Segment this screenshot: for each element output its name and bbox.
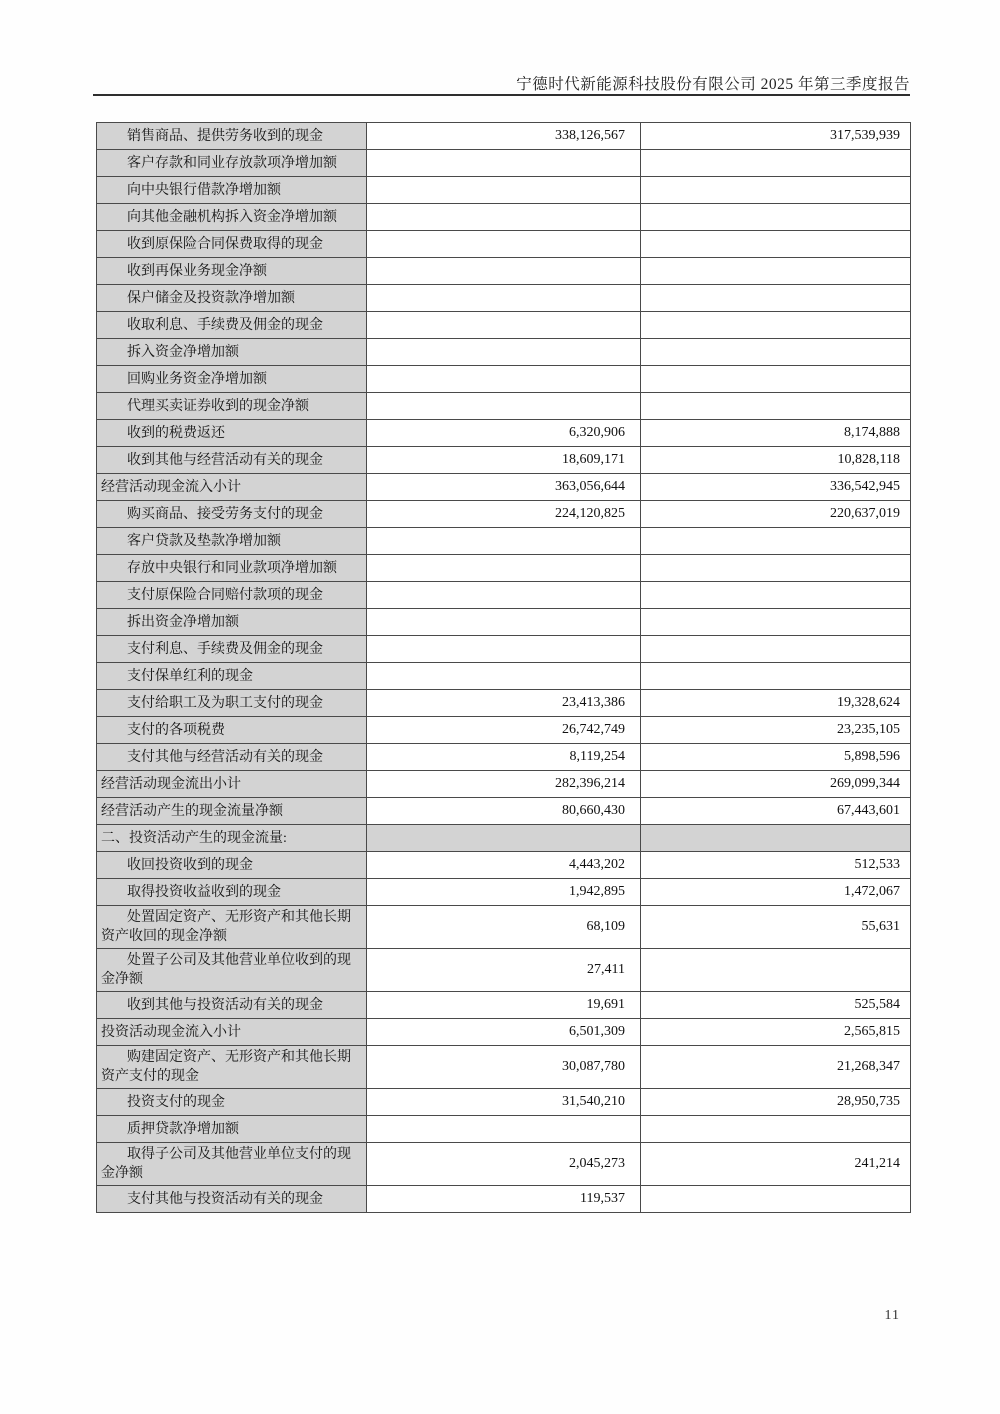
- current-period-value: 119,537: [367, 1186, 641, 1213]
- table-row: [97, 204, 911, 231]
- cash-flow-table-body: [97, 123, 911, 1213]
- row-label: 取得投资收益收到的现金: [127, 884, 281, 900]
- current-period-value: [367, 582, 641, 609]
- row-label-cell: [97, 501, 367, 528]
- row-label-cell: [97, 447, 367, 474]
- row-label: 处置子公司及其他营业单位收到的现金净额: [101, 953, 351, 987]
- prior-period-value: [641, 285, 911, 312]
- current-period-value: 6,501,309: [367, 1019, 641, 1046]
- table-row: [97, 393, 911, 420]
- row-label: 拆出资金净增加额: [127, 614, 239, 630]
- prior-period-value: [641, 528, 911, 555]
- row-label-cell: [97, 906, 367, 949]
- current-period-value: [367, 393, 641, 420]
- row-label: 经营活动产生的现金流量净额: [101, 803, 283, 819]
- prior-period-value: [641, 150, 911, 177]
- prior-period-value: [641, 339, 911, 366]
- current-period-value: [367, 366, 641, 393]
- current-period-value: [367, 150, 641, 177]
- table-row: [97, 501, 911, 528]
- row-label-cell: [97, 1046, 367, 1089]
- current-period-value: 80,660,430: [367, 798, 641, 825]
- table-row: [97, 1046, 911, 1089]
- table-row: [97, 285, 911, 312]
- row-label-cell: [97, 1089, 367, 1116]
- row-label-cell: [97, 992, 367, 1019]
- current-period-value: [367, 555, 641, 582]
- current-period-value: [367, 825, 641, 852]
- row-label: 代理买卖证券收到的现金净额: [127, 398, 309, 414]
- row-label: 经营活动现金流入小计: [101, 479, 241, 495]
- prior-period-value: 67,443,601: [641, 798, 911, 825]
- header-divider: [93, 94, 910, 96]
- prior-period-value: 5,898,596: [641, 744, 911, 771]
- current-period-value: [367, 339, 641, 366]
- table-row: [97, 447, 911, 474]
- row-label-cell: [97, 771, 367, 798]
- row-label-cell: [97, 312, 367, 339]
- row-label: 向中央银行借款净增加额: [127, 182, 281, 198]
- current-period-value: 26,742,749: [367, 717, 641, 744]
- table-row: [97, 177, 911, 204]
- page-header-title: 宁德时代新能源科技股份有限公司 2025 年第三季度报告: [516, 76, 910, 93]
- row-label-cell: [97, 177, 367, 204]
- table-row: [97, 474, 911, 501]
- table-row: [97, 1186, 911, 1213]
- table-row: [97, 150, 911, 177]
- row-label-cell: [97, 393, 367, 420]
- row-label-cell: [97, 204, 367, 231]
- table-row: [97, 1089, 911, 1116]
- prior-period-value: 10,828,118: [641, 447, 911, 474]
- row-label-cell: [97, 528, 367, 555]
- current-period-value: 338,126,567: [367, 123, 641, 150]
- table-row: [97, 582, 911, 609]
- row-label: 收到的税费返还: [127, 425, 225, 441]
- row-label-cell: [97, 339, 367, 366]
- row-label: 销售商品、提供劳务收到的现金: [127, 128, 323, 144]
- row-label-cell: [97, 690, 367, 717]
- prior-period-value: [641, 312, 911, 339]
- current-period-value: [367, 1116, 641, 1143]
- row-label-cell: [97, 798, 367, 825]
- row-label: 支付的各项税费: [127, 722, 225, 738]
- row-label: 支付利息、手续费及佣金的现金: [127, 641, 323, 657]
- prior-period-value: 19,328,624: [641, 690, 911, 717]
- prior-period-value: [641, 204, 911, 231]
- current-period-value: 2,045,273: [367, 1143, 641, 1186]
- current-period-value: 19,691: [367, 992, 641, 1019]
- prior-period-value: 220,637,019: [641, 501, 911, 528]
- current-period-value: [367, 285, 641, 312]
- current-period-value: 224,120,825: [367, 501, 641, 528]
- prior-period-value: 317,539,939: [641, 123, 911, 150]
- row-label: 收回投资收到的现金: [127, 857, 253, 873]
- table-row: [97, 420, 911, 447]
- current-period-value: [367, 609, 641, 636]
- row-label: 收到再保业务现金净额: [127, 263, 267, 279]
- row-label: 回购业务资金净增加额: [127, 371, 267, 387]
- table-row: [97, 906, 911, 949]
- row-label: 购买商品、接受劳务支付的现金: [127, 506, 323, 522]
- row-label: 收到其他与经营活动有关的现金: [127, 452, 323, 468]
- prior-period-value: 28,950,735: [641, 1089, 911, 1116]
- row-label-cell: [97, 1116, 367, 1143]
- row-label-cell: [97, 555, 367, 582]
- row-label: 存放中央银行和同业款项净增加额: [127, 560, 337, 576]
- prior-period-value: [641, 636, 911, 663]
- table-row: [97, 663, 911, 690]
- row-label-cell: [97, 150, 367, 177]
- table-row: [97, 690, 911, 717]
- prior-period-value: [641, 582, 911, 609]
- row-label: 收到其他与投资活动有关的现金: [127, 997, 323, 1013]
- row-label-cell: [97, 879, 367, 906]
- row-label: 质押贷款净增加额: [127, 1121, 239, 1137]
- row-label: 二、投资活动产生的现金流量:: [101, 830, 287, 846]
- table-row: [97, 1019, 911, 1046]
- table-row: [97, 744, 911, 771]
- row-label-cell: [97, 1143, 367, 1186]
- prior-period-value: 55,631: [641, 906, 911, 949]
- table-row: [97, 771, 911, 798]
- table-row: [97, 879, 911, 906]
- prior-period-value: [641, 1186, 911, 1213]
- current-period-value: 6,320,906: [367, 420, 641, 447]
- row-label: 取得子公司及其他营业单位支付的现金净额: [101, 1147, 351, 1181]
- row-label: 客户存款和同业存放款项净增加额: [127, 155, 337, 171]
- prior-period-value: [641, 258, 911, 285]
- current-period-value: [367, 231, 641, 258]
- current-period-value: 363,056,644: [367, 474, 641, 501]
- table-row: [97, 366, 911, 393]
- current-period-value: [367, 177, 641, 204]
- table-row: [97, 312, 911, 339]
- prior-period-value: [641, 825, 911, 852]
- table-row: [97, 1143, 911, 1186]
- prior-period-value: 241,214: [641, 1143, 911, 1186]
- row-label: 支付保单红利的现金: [127, 668, 253, 684]
- row-label-cell: [97, 636, 367, 663]
- row-label-cell: [97, 123, 367, 150]
- cash-flow-table: [96, 122, 911, 1213]
- current-period-value: [367, 663, 641, 690]
- row-label: 收到原保险合同保费取得的现金: [127, 236, 323, 252]
- current-period-value: 282,396,214: [367, 771, 641, 798]
- row-label: 客户贷款及垫款净增加额: [127, 533, 281, 549]
- table-row: [97, 609, 911, 636]
- current-period-value: 23,413,386: [367, 690, 641, 717]
- row-label-cell: [97, 949, 367, 992]
- current-period-value: 1,942,895: [367, 879, 641, 906]
- table-row: [97, 798, 911, 825]
- row-label: 支付原保险合同赔付款项的现金: [127, 587, 323, 603]
- current-period-value: [367, 204, 641, 231]
- prior-period-value: [641, 366, 911, 393]
- prior-period-value: 336,542,945: [641, 474, 911, 501]
- table-row: [97, 339, 911, 366]
- row-label-cell: [97, 231, 367, 258]
- row-label-cell: [97, 258, 367, 285]
- prior-period-value: [641, 231, 911, 258]
- row-label-cell: [97, 852, 367, 879]
- row-label-cell: [97, 285, 367, 312]
- table-row: [97, 528, 911, 555]
- table-row: [97, 852, 911, 879]
- prior-period-value: [641, 949, 911, 992]
- prior-period-value: 21,268,347: [641, 1046, 911, 1089]
- table-row: [97, 555, 911, 582]
- row-label-cell: [97, 1019, 367, 1046]
- table-row: [97, 636, 911, 663]
- prior-period-value: 525,584: [641, 992, 911, 1019]
- table-row: [97, 949, 911, 992]
- prior-period-value: [641, 609, 911, 636]
- prior-period-value: 8,174,888: [641, 420, 911, 447]
- row-label: 支付其他与经营活动有关的现金: [127, 749, 323, 765]
- row-label: 保户储金及投资款净增加额: [127, 290, 295, 306]
- prior-period-value: 1,472,067: [641, 879, 911, 906]
- row-label: 投资活动现金流入小计: [101, 1024, 241, 1040]
- prior-period-value: [641, 177, 911, 204]
- table-row: [97, 825, 911, 852]
- page-number: 11: [884, 1308, 900, 1323]
- prior-period-value: [641, 393, 911, 420]
- current-period-value: 31,540,210: [367, 1089, 641, 1116]
- current-period-value: [367, 528, 641, 555]
- table-row: [97, 231, 911, 258]
- prior-period-value: 23,235,105: [641, 717, 911, 744]
- row-label-cell: [97, 717, 367, 744]
- row-label: 收取利息、手续费及佣金的现金: [127, 317, 323, 333]
- current-period-value: [367, 312, 641, 339]
- current-period-value: 4,443,202: [367, 852, 641, 879]
- row-label-cell: [97, 663, 367, 690]
- table-row: [97, 992, 911, 1019]
- current-period-value: 68,109: [367, 906, 641, 949]
- current-period-value: [367, 258, 641, 285]
- prior-period-value: [641, 1116, 911, 1143]
- row-label: 经营活动现金流出小计: [101, 776, 241, 792]
- table-row: [97, 258, 911, 285]
- row-label: 支付给职工及为职工支付的现金: [127, 695, 323, 711]
- row-label: 投资支付的现金: [127, 1094, 225, 1110]
- table-row: [97, 1116, 911, 1143]
- current-period-value: [367, 636, 641, 663]
- prior-period-value: [641, 555, 911, 582]
- row-label: 处置固定资产、无形资产和其他长期资产收回的现金净额: [101, 910, 351, 944]
- row-label-cell: [97, 582, 367, 609]
- current-period-value: 30,087,780: [367, 1046, 641, 1089]
- row-label-cell: [97, 1186, 367, 1213]
- prior-period-value: 269,099,344: [641, 771, 911, 798]
- row-label: 购建固定资产、无形资产和其他长期资产支付的现金: [101, 1050, 351, 1084]
- prior-period-value: [641, 663, 911, 690]
- row-label-cell: [97, 420, 367, 447]
- prior-period-value: 2,565,815: [641, 1019, 911, 1046]
- current-period-value: 18,609,171: [367, 447, 641, 474]
- row-label-cell: [97, 825, 367, 852]
- row-label: 拆入资金净增加额: [127, 344, 239, 360]
- row-label-cell: [97, 744, 367, 771]
- table-row: [97, 123, 911, 150]
- row-label: 向其他金融机构拆入资金净增加额: [127, 209, 337, 225]
- table-row: [97, 717, 911, 744]
- row-label-cell: [97, 366, 367, 393]
- prior-period-value: 512,533: [641, 852, 911, 879]
- row-label: 支付其他与投资活动有关的现金: [127, 1191, 323, 1207]
- current-period-value: 8,119,254: [367, 744, 641, 771]
- current-period-value: 27,411: [367, 949, 641, 992]
- row-label-cell: [97, 609, 367, 636]
- row-label-cell: [97, 474, 367, 501]
